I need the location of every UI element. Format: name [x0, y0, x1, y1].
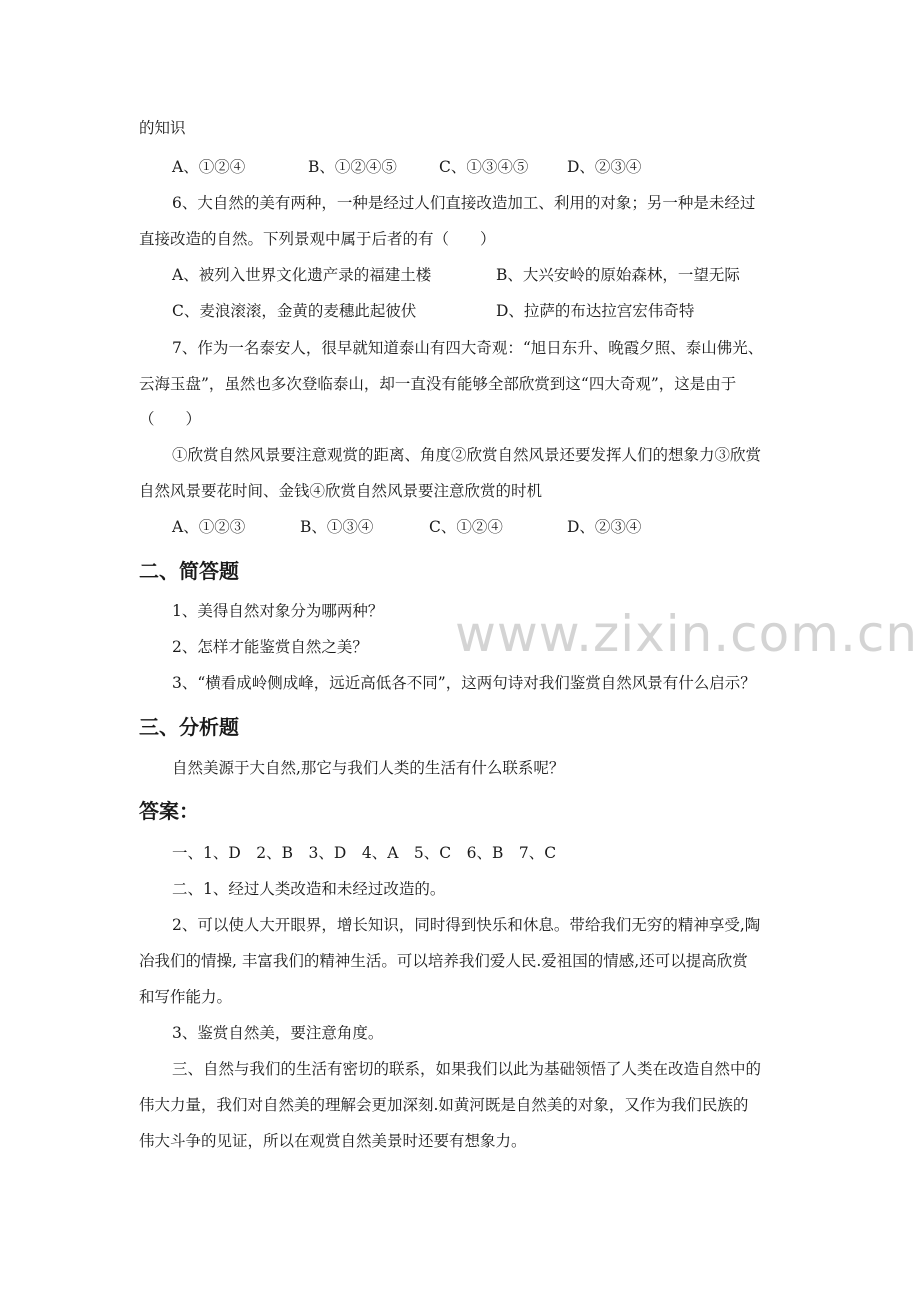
answers-heading: 答案： — [139, 799, 199, 823]
section-3-question: 自然美源于大自然,那它与我们人类的生活有什么联系呢？ — [172, 759, 565, 777]
answer-2-2-line-2: 冶我们的情操, 丰富我们的精神生活。可以培养我们爱人民.爱祖国的情感,还可以提高欣赏 — [139, 952, 748, 970]
q5-option-d: D、②③④ — [567, 158, 642, 176]
section-2-q2: 2、怎样才能鉴赏自然之美？ — [172, 638, 368, 656]
q5-tail: 的知识 — [139, 119, 186, 137]
answer-3-line-3: 伟大斗争的见证，所以在观赏自然美景时还要有想象力。 — [139, 1132, 527, 1150]
answer-section-1: 一、1、D 2、B 3、D 4、A 5、C 6、B 7、C — [172, 844, 557, 862]
q7-option-b: B、①③④ — [300, 518, 374, 536]
answer-2-1: 二、1、经过人类改造和未经过改造的。 — [172, 880, 446, 898]
q7-option-c: C、①②④ — [429, 518, 503, 536]
answer-3-line-1: 三、自然与我们的生活有密切的联系，如果我们以此为基础领悟了人类在改造自然中的 — [172, 1060, 762, 1078]
q5-option-c: C、①③④⑤ — [439, 158, 529, 176]
answer-2-2-line-1: 2、可以使人大开眼界，增长知识，同时得到快乐和休息。带给我们无穷的精神享受,陶 — [172, 916, 761, 934]
q5-option-b: B、①②④⑤ — [308, 158, 397, 176]
q6-option-d: D、拉萨的布达拉宫宏伟奇特 — [496, 302, 695, 320]
q7-option-a: A、①②③ — [172, 518, 246, 536]
answer-2-3: 3、鉴赏自然美，要注意角度。 — [172, 1024, 384, 1042]
section-2-q3: 3、“横看成岭侧成峰，远近高低各不同”，这两句诗对我们鉴赏自然风景有什么启示？ — [172, 674, 756, 692]
q7-statement-2: 自然风景要花时间、金钱④欣赏自然风景要注意欣赏的时机 — [139, 482, 543, 500]
q6-line-2: 直接改造的自然。下列景观中属于后者的有（ ） — [139, 230, 496, 248]
answer-2-2-line-3: 和写作能力。 — [139, 988, 233, 1006]
q6-option-c: C、麦浪滚滚，金黄的麦穗此起彼伏 — [172, 302, 417, 320]
section-3-heading: 三、分析题 — [139, 715, 239, 739]
watermark: www.zixin.com.cn — [455, 605, 919, 663]
q5-option-a: A、①②④ — [172, 158, 246, 176]
q7-line-1: 7、作为一名泰安人，很早就知道泰山有四大奇观：“旭日东升、晚霞夕照、泰山佛光、 — [172, 339, 764, 357]
q7-option-d: D、②③④ — [567, 518, 642, 536]
q6-option-b: B、大兴安岭的原始森林，一望无际 — [496, 266, 740, 284]
q6-option-a: A、被列入世界文化遗产录的福建土楼 — [172, 266, 432, 284]
q6-line-1: 6、大自然的美有两种，一种是经过人们直接改造加工、利用的对象；另一种是未经过 — [172, 194, 756, 212]
section-2-q1: 1、美得自然对象分为哪两种？ — [172, 602, 384, 620]
answer-3-line-2: 伟大力量，我们对自然美的理解会更加深刻.如黄河既是自然美的对象，又作为我们民族的 — [139, 1096, 749, 1114]
q7-line-3: （ ） — [139, 410, 202, 428]
q7-statement-1: ①欣赏自然风景要注意观赏的距离、角度②欣赏自然风景还要发挥人们的想象力③欣赏 — [172, 446, 762, 464]
section-2-heading: 二、简答题 — [139, 559, 239, 583]
q7-line-2: 云海玉盘”，虽然也多次登临泰山，却一直没有能够全部欣赏到这“四大奇观”，这是由于 — [139, 375, 737, 393]
